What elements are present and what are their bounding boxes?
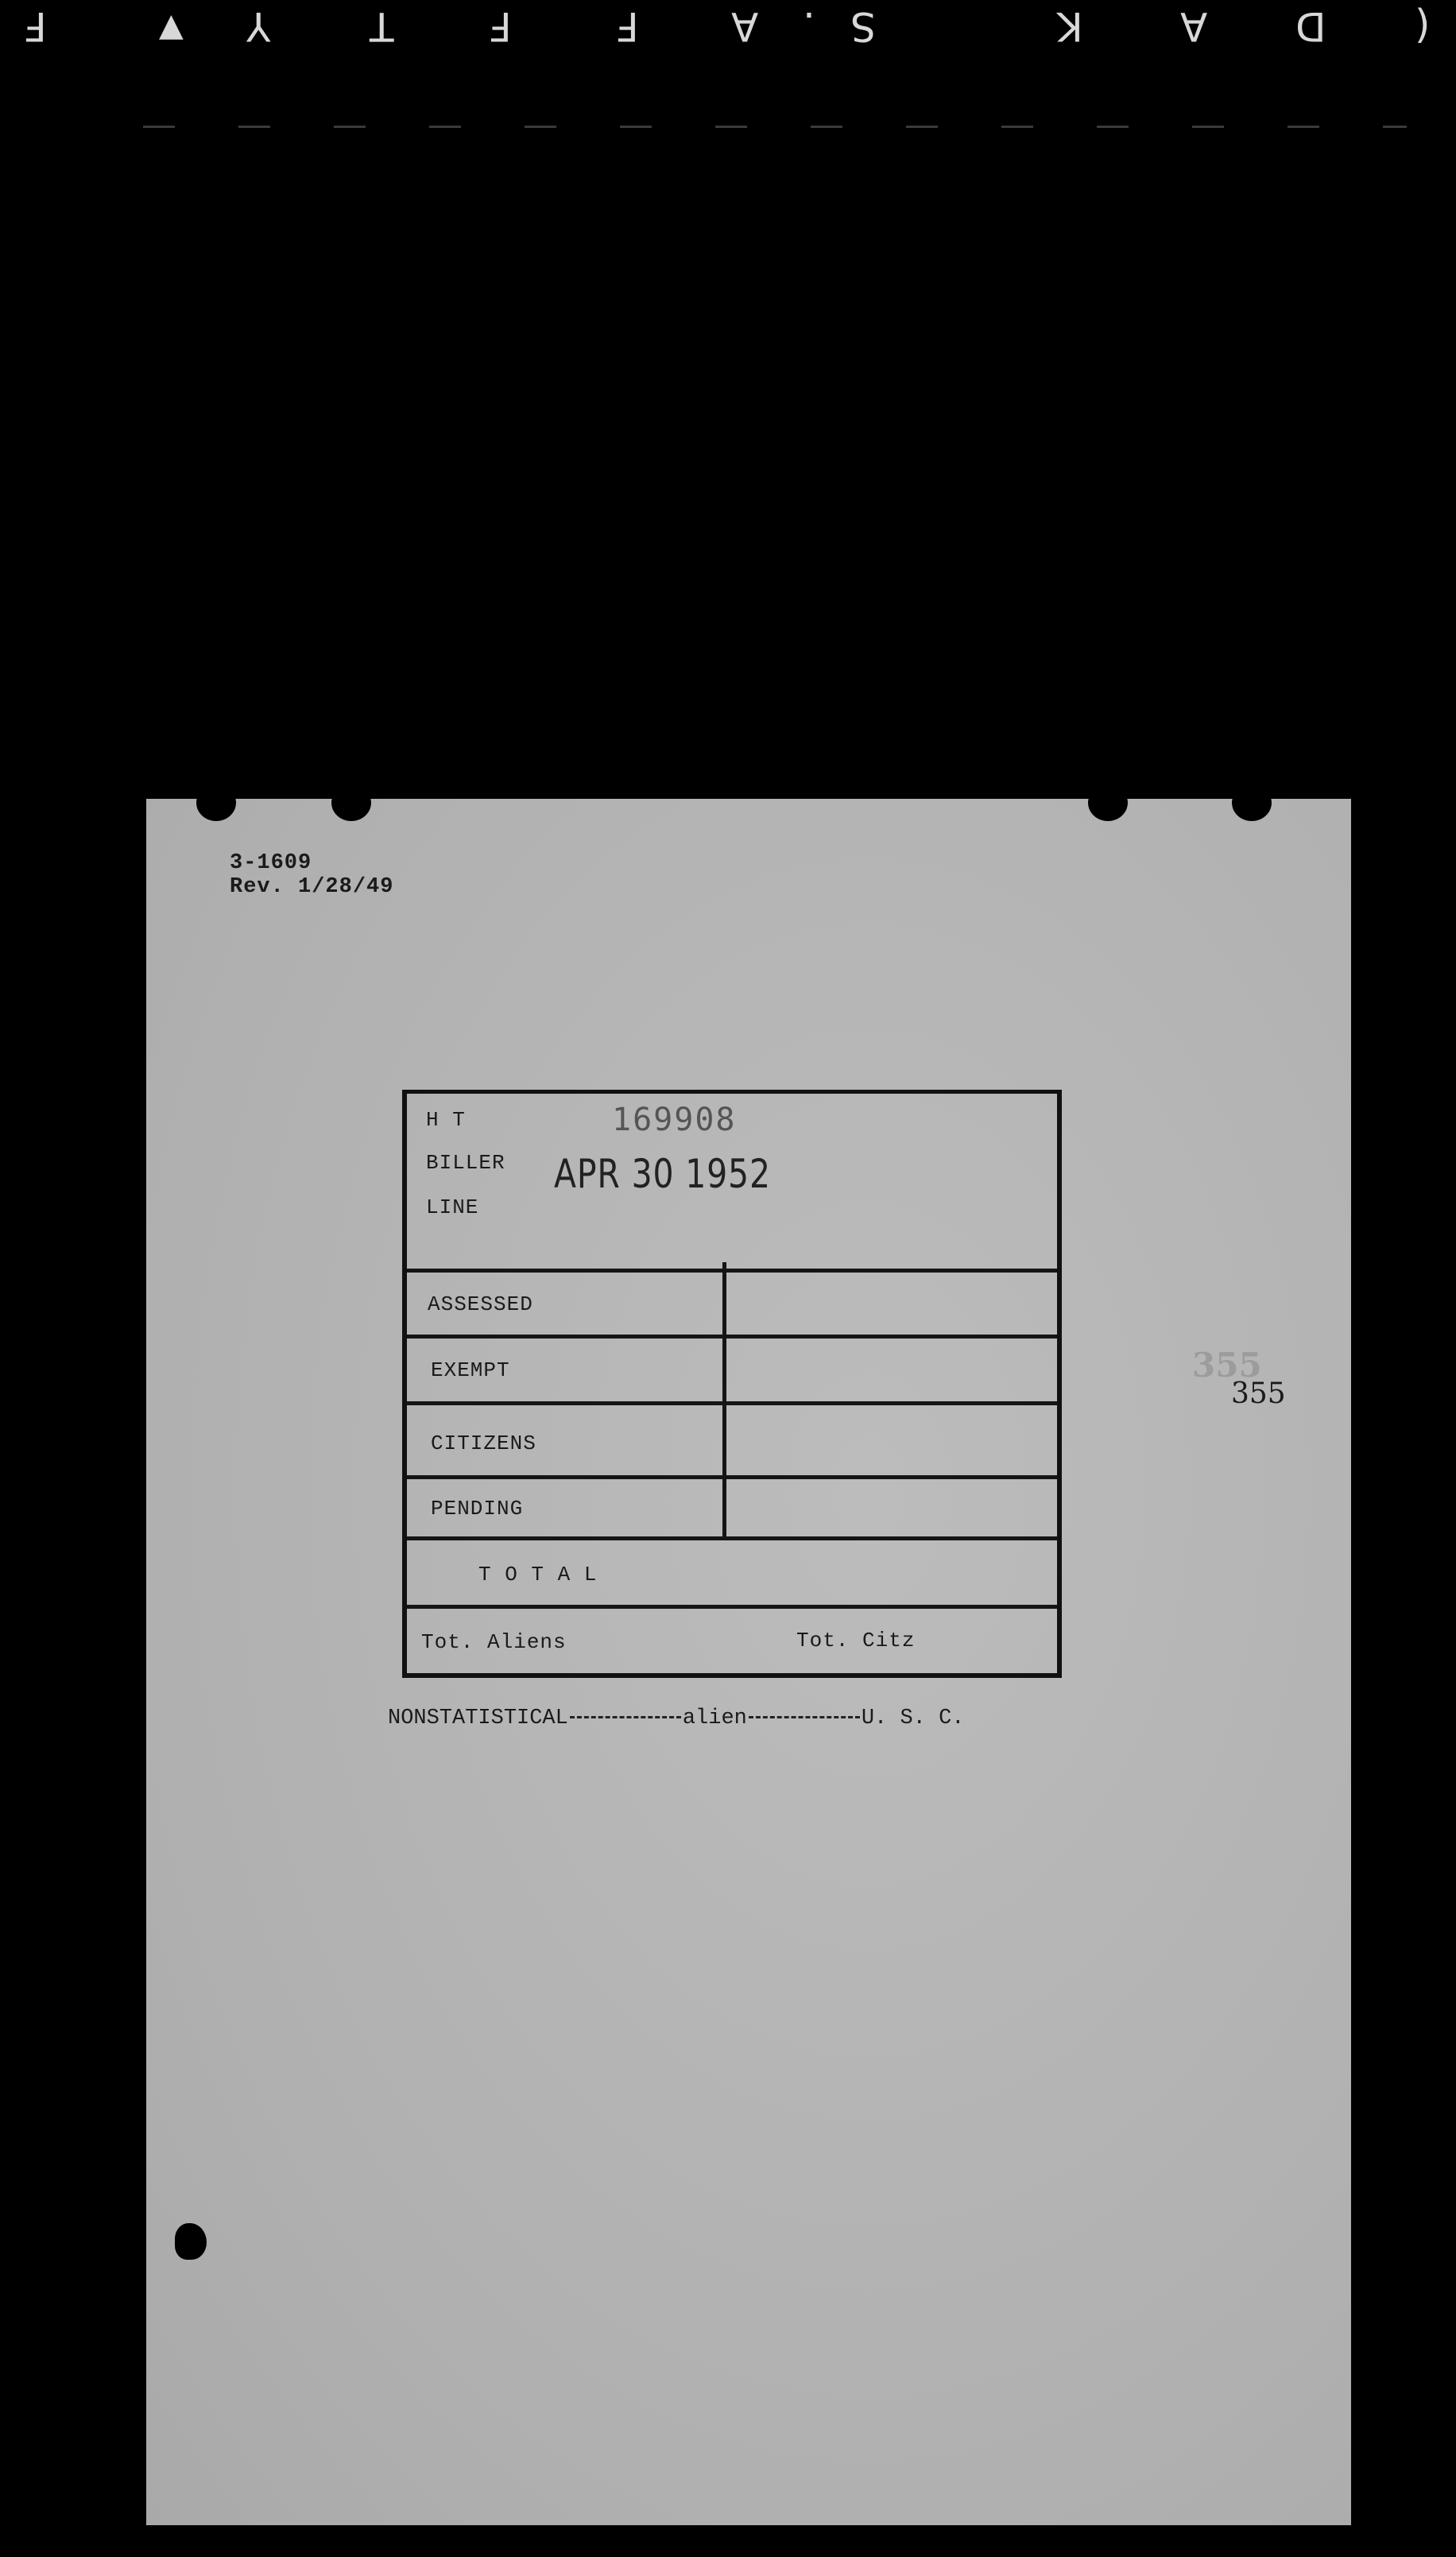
alien-label: alien: [682, 1707, 747, 1730]
page-number-stamp: 355: [1231, 1377, 1286, 1410]
ink-smudge: [175, 2223, 207, 2260]
divider: [407, 1335, 1057, 1339]
nonstatistical-line: [388, 1707, 964, 1730]
divider: [407, 1269, 1057, 1273]
banner-mark: A: [731, 3, 759, 49]
serial-stamp: 169908: [612, 1102, 737, 1138]
blank-line: [570, 1716, 681, 1718]
punch-hole: [196, 785, 236, 821]
citizens-label: CITIZENS: [431, 1432, 536, 1455]
nonstatistical-label: NONSTATISTICAL: [388, 1707, 568, 1730]
banner-mark: T: [370, 3, 394, 49]
punch-hole: [331, 785, 371, 821]
form-number: 3-1609: [230, 851, 312, 875]
date-stamp: APR 30 1952: [554, 1151, 771, 1197]
total-label: T O T A L: [478, 1563, 598, 1587]
total-aliens-label: Tot. Aliens: [421, 1630, 567, 1654]
punch-hole: [1088, 785, 1128, 821]
film-header-banner: [0, 0, 1456, 72]
page-number-stamp-faint: 355: [1192, 1346, 1262, 1385]
assessed-label: ASSESSED: [428, 1292, 533, 1316]
form-revision: Rev. 1/28/49: [230, 875, 394, 899]
film-scratch-line: [143, 126, 1407, 128]
banner-mark: S: [850, 3, 876, 49]
divider: [407, 1475, 1057, 1479]
banner-mark: F: [616, 3, 639, 49]
usc-label: U. S. C.: [861, 1707, 965, 1730]
banner-mark: (: [1415, 3, 1431, 49]
banner-mark: F: [24, 3, 47, 49]
banner-mark: K: [1057, 3, 1083, 49]
blank-line: [749, 1716, 860, 1718]
banner-mark: A: [1180, 3, 1208, 49]
pending-label: PENDING: [431, 1497, 524, 1521]
document-page: [146, 799, 1351, 2525]
ht-label: H T: [426, 1108, 466, 1132]
banner-mark: F: [489, 3, 512, 49]
divider: [407, 1605, 1057, 1609]
line-label: LINE: [426, 1195, 479, 1219]
banner-mark: ▼: [159, 11, 184, 48]
exempt-label: EXEMPT: [431, 1358, 510, 1382]
divider: [407, 1401, 1057, 1405]
banner-mark: Y: [246, 3, 271, 49]
total-citizens-label: Tot. Citz: [796, 1629, 916, 1652]
divider: [407, 1536, 1057, 1540]
banner-mark: .: [803, 3, 815, 49]
tally-form-box: [402, 1090, 1062, 1678]
punch-hole: [1232, 785, 1272, 821]
banner-mark: D: [1295, 3, 1326, 49]
biller-label: BILLER: [426, 1151, 505, 1175]
